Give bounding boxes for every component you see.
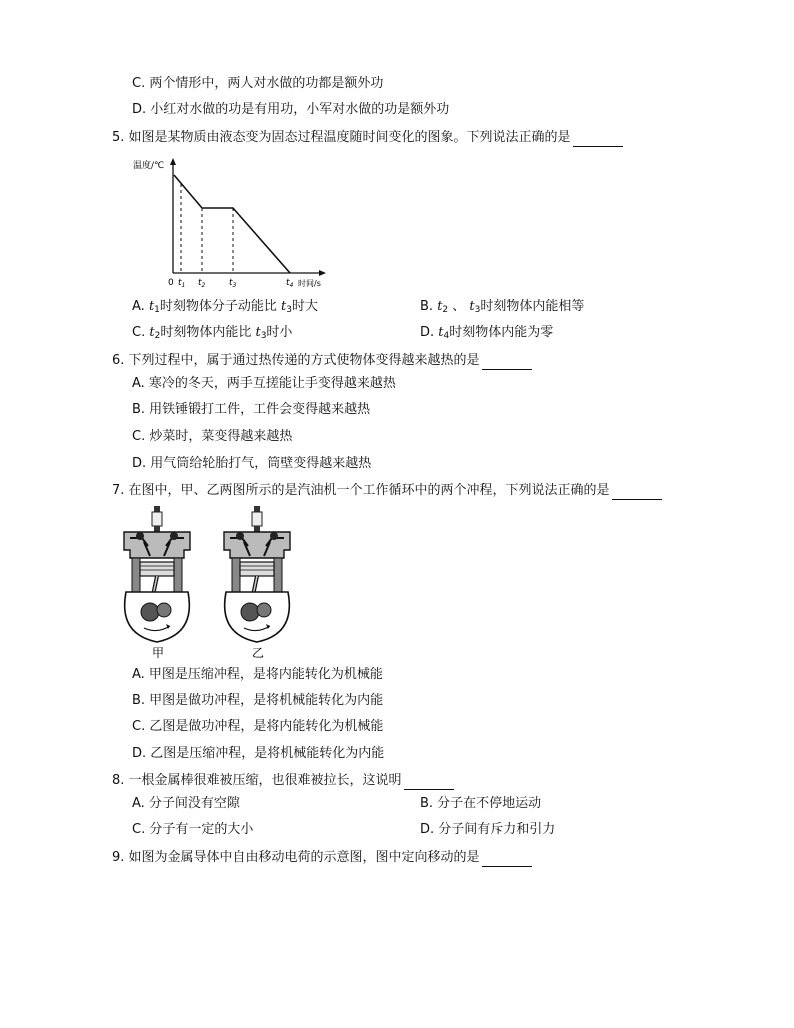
x-axis-label: 时间/s: [298, 279, 321, 288]
q4-option-d: D. 小红对水做的功是有用功，小军对水做的功是额外功: [132, 102, 450, 117]
t2-label: $t_2$: [198, 278, 206, 289]
q8-option-b: B. 分子在不停地运动: [420, 796, 542, 811]
q8-stem: [112, 772, 454, 790]
q5-option-d: D. $t_4$时刻物体内能为零: [420, 325, 554, 341]
q6-option-c: C. 炒菜时，菜变得越来越热: [132, 429, 293, 444]
cooling-curve: [174, 175, 290, 273]
q9-stem-text: 9. 如图为金属导体中自由移动电荷的示意图，图中定向移动的是: [112, 850, 480, 865]
label-jia: 甲: [152, 646, 165, 660]
q8-option-c: C. 分子有一定的大小: [132, 822, 254, 837]
q8-stem-text: 8. 一根金属棒很难被压缩，也很难被拉长，这说明: [112, 773, 402, 788]
y-axis-arrow: [170, 158, 176, 165]
answer-blank: [573, 133, 623, 147]
answer-blank: [482, 356, 532, 370]
q5-option-c: C. $t_2$时刻物体内能比 $t_3$时小: [132, 325, 293, 341]
answer-blank: [404, 776, 454, 790]
origin-label: 0: [168, 278, 174, 288]
q8-option-a: A. 分子间没有空隙: [132, 796, 240, 811]
q6-option-d: D. 用气筒给轮胎打气，筒壁变得越来越热: [132, 456, 372, 471]
q5-option-a: A. $t_1$时刻物体分子动能比 $t_3$时大: [132, 299, 319, 315]
q5-stem-text: 5. 如图是某物质由液态变为固态过程温度随时间变化的图象。下列说法正确的是: [112, 130, 571, 145]
q7-stem-text: 7. 在图中，甲、乙两图所示的是汽油机一个工作循环中的两个冲程，下列说法正确的是: [112, 483, 610, 498]
q7-stem: [112, 482, 662, 500]
label-yi: 乙: [252, 646, 265, 660]
x-axis-arrow: [319, 270, 326, 276]
q7-option-c: C. 乙图是做功冲程，是将内能转化为机械能: [132, 719, 384, 734]
q9-stem: [112, 849, 532, 867]
q6-stem: [112, 352, 532, 370]
engine-jia: [124, 506, 190, 642]
q6-option-a: A. 寒冷的冬天，两手互搓能让手变得越来越热: [132, 376, 396, 391]
t1-label: $t_1$: [178, 278, 186, 289]
answer-blank: [612, 486, 662, 500]
y-axis-label: 温度/℃: [133, 161, 165, 171]
t4-label: $t_4$: [286, 278, 294, 289]
answer-blank: [482, 853, 532, 867]
q6-stem-text: 6. 下列过程中，属于通过热传递的方式使物体变得越来越热的是: [112, 353, 480, 368]
q5-option-b: B. $t_2$ 、 $t_3$时刻物体内能相等: [420, 299, 585, 315]
q7-option-d: D. 乙图是压缩冲程，是将机械能转化为内能: [132, 746, 385, 761]
q5-stem: [112, 129, 623, 147]
q4-option-c: C. 两个情形中，两人对水做的功都是额外功: [132, 76, 384, 91]
t3-label: $t_3$: [229, 278, 237, 289]
q7-option-b: B. 甲图是做功冲程，是将机械能转化为内能: [132, 693, 384, 708]
q5-temperature-graph: [132, 155, 332, 290]
engine-yi: [224, 506, 290, 642]
q7-option-a: A. 甲图是压缩冲程，是将内能转化为机械能: [132, 667, 383, 682]
q6-option-b: B. 用铁锤锻打工件，工件会变得越来越热: [132, 402, 371, 417]
q7-engine-diagrams: [118, 502, 318, 662]
q8-option-d: D. 分子间有斥力和引力: [420, 822, 556, 837]
